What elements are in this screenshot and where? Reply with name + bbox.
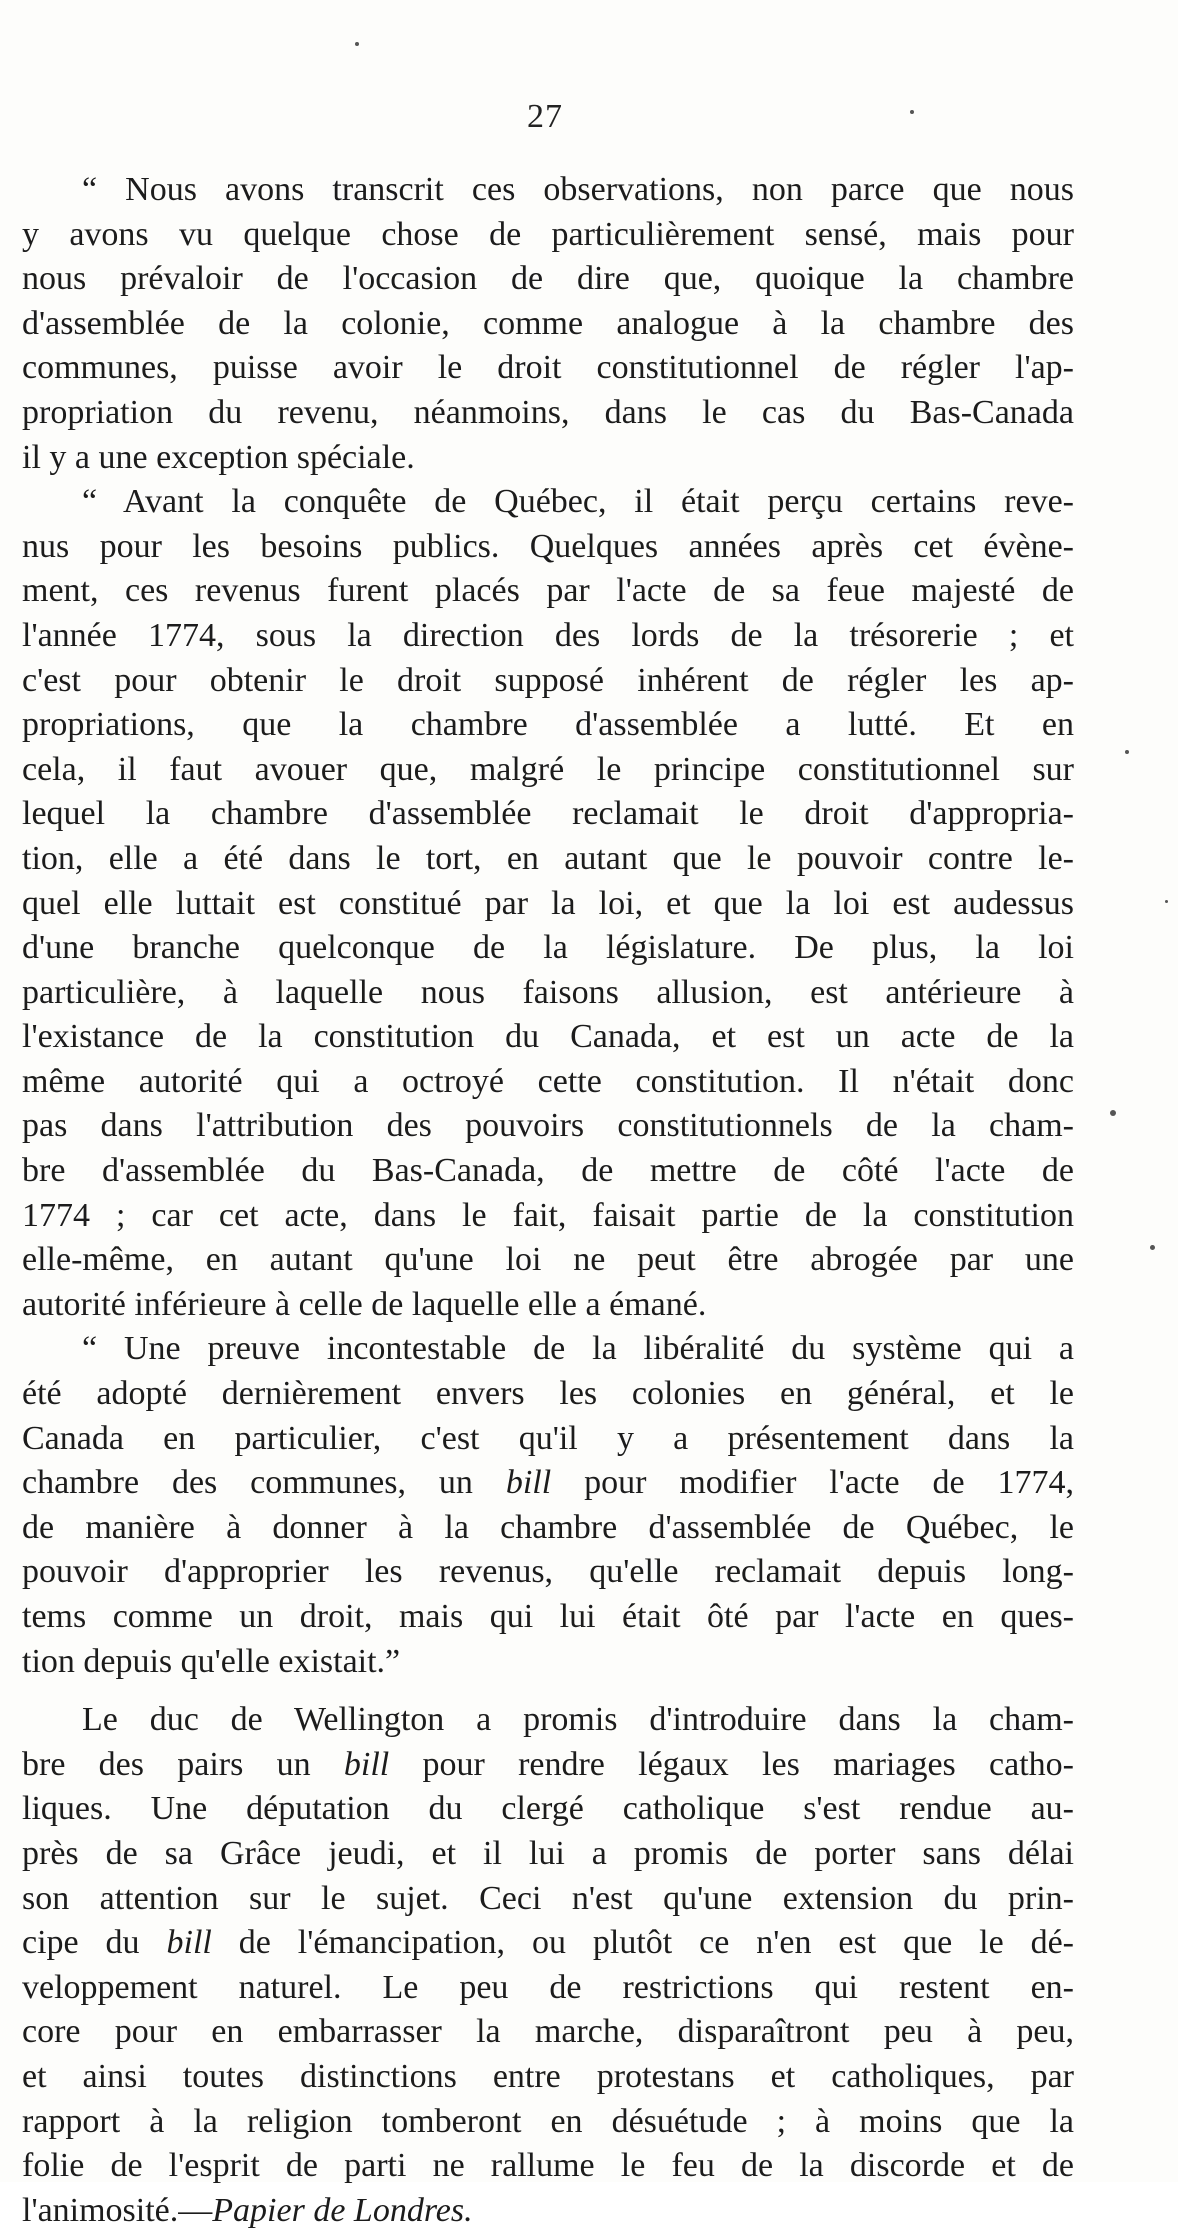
- text-line: pas dans l'attribution des pouvoirs constitutionnels de la cham-: [22, 1107, 1074, 1145]
- text-span: pour modifier l'acte de 1774,: [551, 1464, 1075, 1502]
- text-line: l'existance de la constitution du Canada, et est un acte de la: [22, 1018, 1074, 1056]
- text-line: bre d'assemblée du Bas-Canada, de mettre de côté l'acte de: [22, 1152, 1074, 1190]
- text-line: même autorité qui a octroyé cette constitution. Il n'était donc: [22, 1062, 1074, 1100]
- text-line: tion, elle a été dans le tort, en autant que le pouvoir contre le-: [22, 839, 1074, 877]
- text-line: près de sa Grâce jeudi, et il lui a promis de porter sans délai: [22, 1834, 1074, 1872]
- text-line: propriation du revenu, néanmoins, dans le cas du Bas-Canada: [22, 393, 1074, 431]
- text-line: tems comme un droit, mais qui lui était ôté par l'acte en ques-: [22, 1598, 1074, 1635]
- text-line: rapport à la religion tomberont en désuétude ; à moins que la: [22, 2102, 1074, 2140]
- quoted-paragraph-2: [22, 480, 1074, 1327]
- text-span: de l'émancipation, ou plutôt ce n'en est que le dé-: [211, 1924, 1074, 1962]
- scan-speck: [355, 42, 359, 46]
- text-line: [22, 1743, 1074, 1788]
- text-column: [22, 168, 1074, 2233]
- text-line: 1774 ; car cet acte, dans le fait, faisait partie de la constitution: [22, 1196, 1074, 1234]
- text-span: chambre des communes, un: [22, 1464, 506, 1502]
- text-line: core pour en embarrasser la marche, disparaîtront peu à peu,: [22, 2013, 1074, 2051]
- text-line: l'année 1774, sous la direction des lords de la trésorerie ; et: [22, 616, 1074, 654]
- text-span: bre des pairs un: [22, 1745, 344, 1783]
- text-line: [22, 1921, 1074, 1966]
- text-line: il y a une exception spéciale.: [22, 438, 415, 476]
- text-line: [22, 2189, 1074, 2233]
- italic-term: bill: [343, 1745, 390, 1783]
- text-line: “ Nous avons transcrit ces observations, non parce que nous: [82, 171, 1074, 208]
- text-line: tion depuis qu'elle existait.”: [22, 1642, 401, 1680]
- text-line: folie de l'esprit de parti ne rallume le feu de la discorde et de: [22, 2147, 1074, 2185]
- text-line: veloppement naturel. Le peu de restrictions qui restent en-: [22, 1968, 1074, 2006]
- text-line: de manière à donner à la chambre d'assemblée de Québec, le: [22, 1508, 1074, 1546]
- text-line: d'une branche quelconque de la législature. De plus, la loi: [22, 929, 1074, 967]
- scan-speck: [910, 110, 914, 114]
- text-line: quel elle luttait est constitué par la loi, et que la loi est audessus: [22, 884, 1074, 922]
- italic-term: bill: [166, 1924, 212, 1962]
- text-line: c'est pour obtenir le droit supposé inhérent de régler les ap-: [22, 661, 1074, 699]
- text-line: autorité inférieure à celle de laquelle elle a émané.: [22, 1285, 707, 1323]
- text-line: cela, il faut avouer que, malgré le principe constitutionnel sur: [22, 750, 1074, 788]
- text-line: “ Avant la conquête de Québec, il était perçu certains reve-: [82, 483, 1074, 521]
- text-span: cipe du: [22, 1924, 167, 1962]
- text-line: ment, ces revenus furent placés par l'acte de sa feue majesté de: [22, 572, 1074, 610]
- text-span: l'animosité.—: [22, 2191, 213, 2229]
- scan-speck: [1165, 900, 1168, 903]
- text-line: et ainsi toutes distinctions entre protestans et catholiques, par: [22, 2057, 1074, 2095]
- text-line: pouvoir d'approprier les revenus, qu'elle reclamait depuis long-: [22, 1553, 1074, 1591]
- quoted-paragraph-1: [22, 168, 1074, 480]
- text-span: pour rendre légaux les mariages catho-: [389, 1745, 1074, 1783]
- text-line: nous prévaloir de l'occasion de dire que, quoique la chambre: [22, 260, 1074, 298]
- text-line: lequel la chambre d'assemblée reclamait le droit d'appropria-: [22, 795, 1074, 833]
- text-line: Canada en particulier, c'est qu'il y a présentement dans la: [22, 1419, 1074, 1457]
- text-line: d'assemblée de la colonie, comme analogue à la chambre des: [22, 304, 1074, 342]
- scan-speck: [1125, 750, 1129, 754]
- text-line: [22, 1461, 1074, 1506]
- source-attribution: Papier de Londres.: [212, 2191, 473, 2229]
- news-paragraph: [22, 1698, 1074, 2233]
- text-line: son attention sur le sujet. Ceci n'est qu'une extension du prin-: [22, 1879, 1074, 1917]
- italic-term: bill: [505, 1464, 552, 1502]
- text-line: nus pour les besoins publics. Quelques années après cet évène-: [22, 527, 1074, 565]
- scan-speck: [1150, 1245, 1155, 1250]
- paragraph-gap: [22, 1684, 1074, 1698]
- text-line: particulière, à laquelle nous faisons allusion, est antérieure à: [22, 973, 1074, 1011]
- scan-speck: [1110, 1110, 1116, 1116]
- text-line: propriations, que la chambre d'assemblée a lutté. Et en: [22, 706, 1074, 744]
- page-number: 27: [527, 98, 563, 135]
- text-line: Le duc de Wellington a promis d'introduire dans la cham-: [82, 1701, 1074, 1739]
- text-line: elle-même, en autant qu'une loi ne peut être abrogée par une: [22, 1241, 1074, 1279]
- text-line: liques. Une députation du clergé catholique s'est rendue au-: [22, 1790, 1074, 1828]
- text-line: y avons vu quelque chose de particulièrement sensé, mais pour: [22, 215, 1074, 253]
- text-line: “ Une preuve incontestable de la libéralité du système qui a: [82, 1330, 1074, 1368]
- text-line: été adopté dernièrement envers les colonies en général, et le: [22, 1375, 1074, 1413]
- text-line: communes, puisse avoir le droit constitutionnel de régler l'ap-: [22, 349, 1074, 387]
- quoted-paragraph-3: [22, 1327, 1074, 1684]
